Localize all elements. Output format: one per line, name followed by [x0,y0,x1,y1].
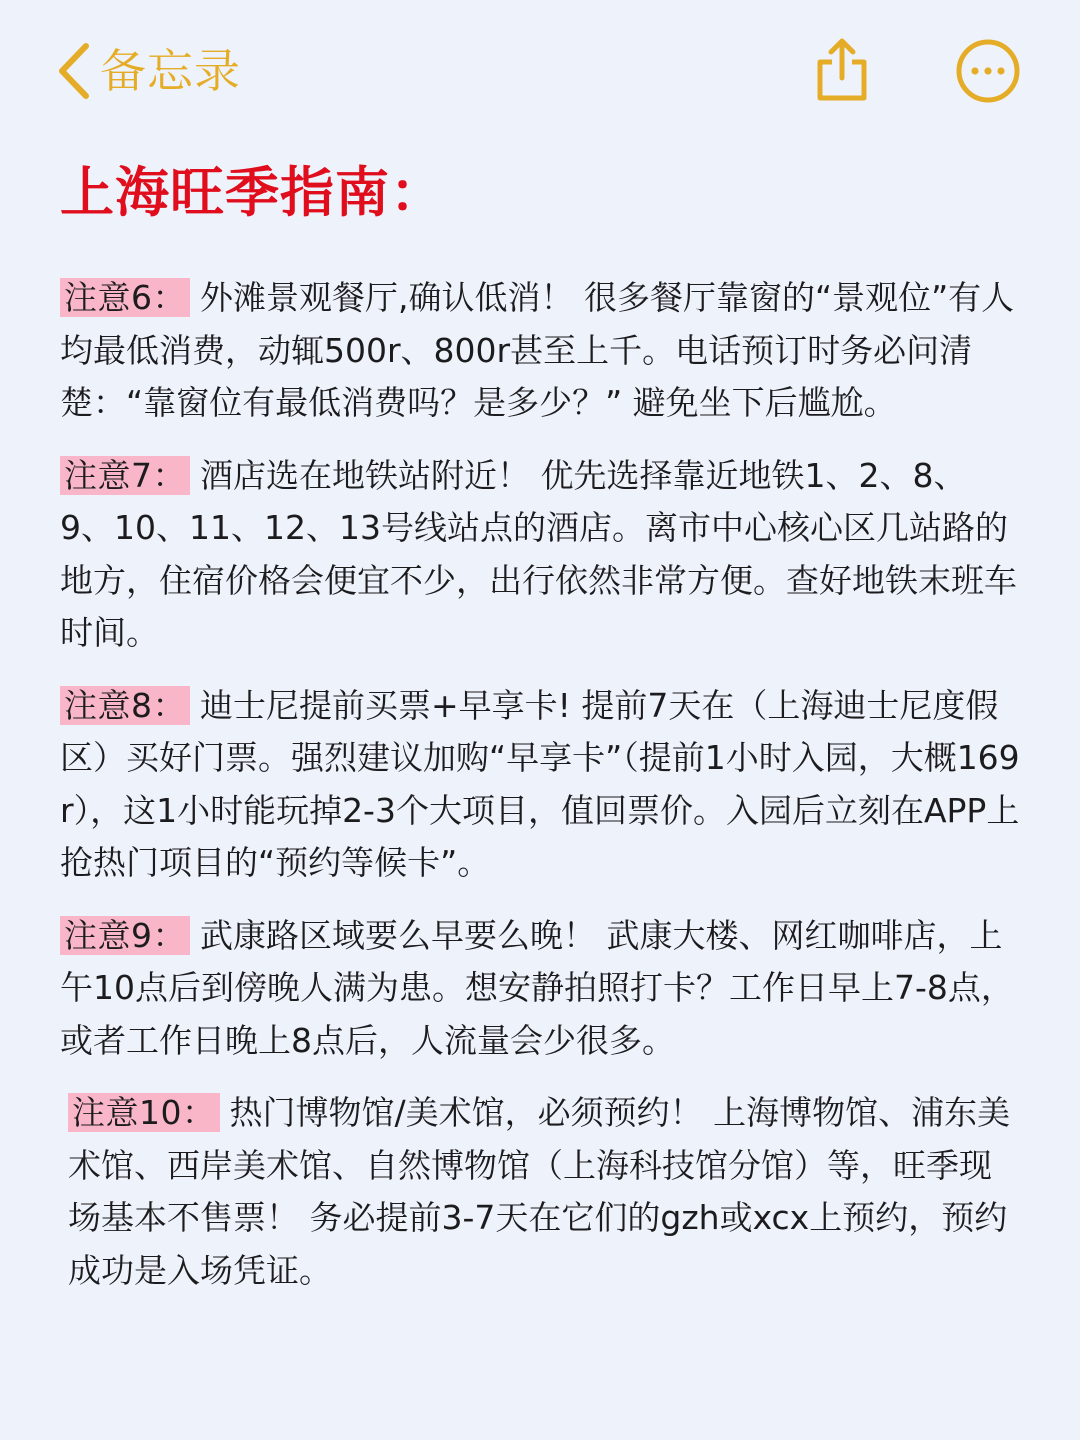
note-paragraph-6 [60,272,1020,430]
note-tag-10: 注意10： [68,1093,220,1132]
navigation-bar [0,0,1080,140]
chevron-left-icon [56,42,90,100]
note-tag-9: 注意9： [60,916,190,955]
note-text-6: 外滩景观餐厅,确认低消！ 很多餐厅靠窗的“景观位”有人均最低消费，动辄500r、800r甚至上千。电话预订时务必问清楚：“靠窗位有最低消费吗？是多少？” 避免坐下后尴尬。 [60,278,1015,422]
note-text-9: 武康路区域要么早要么晚！ 武康大楼、网红咖啡店，上午10点后到傍晚人满为患。想安静拍照打卡？工作日早上7-8点，或者工作日晚上8点后，人流量会少很多。 [60,915,1014,1060]
note-body[interactable] [60,272,1020,1317]
note-title: 上海旺季指南： [60,161,445,224]
note-paragraph-7 [60,450,1020,660]
ellipsis-circle-icon [955,89,1021,108]
note-tag-6: 注意6： [60,278,190,317]
note-text-8: 迪士尼提前买票+早享卡! 提前7天在（上海迪士尼度假区）买好门票。强烈建议加购“早享卡”（提前1小时入园，大概169r），这1小时能玩掉2-3个大项目，值回票价。入园后立刻在APP上抢热门项目的“预约等候卡”。 [60,685,1020,882]
note-tag-8: 注意8： [60,686,190,725]
note-tag-7: 注意7： [60,456,190,495]
share-button[interactable] [812,36,872,104]
note-paragraph-9 [60,910,1020,1068]
note-text-7: 酒店选在地铁站附近！ 优先选择靠近地铁1、2、8、9、10、11、12、13号线站点的酒店。离市中心核心区几站路的地方，住宿价格会便宜不少，出行依然非常方便。查好地铁末班车时间。 [60,455,1017,652]
note-text-10: 热门博物馆/美术馆，必须预约！ 上海博物馆、浦东美术馆、西岸美术馆、自然博物馆（上海科技馆分馆）等，旺季现场基本不售票！ 务必提前3-7天在它们的gzh或xcx上预约，预约成功是入场凭证。 [68,1093,1011,1290]
back-button[interactable] [56,36,241,106]
back-button-label: 备忘录 [100,44,241,98]
share-icon [812,89,872,108]
note-paragraph-8 [60,680,1020,890]
note-paragraph-10 [60,1087,1020,1297]
more-button[interactable] [955,38,1021,104]
